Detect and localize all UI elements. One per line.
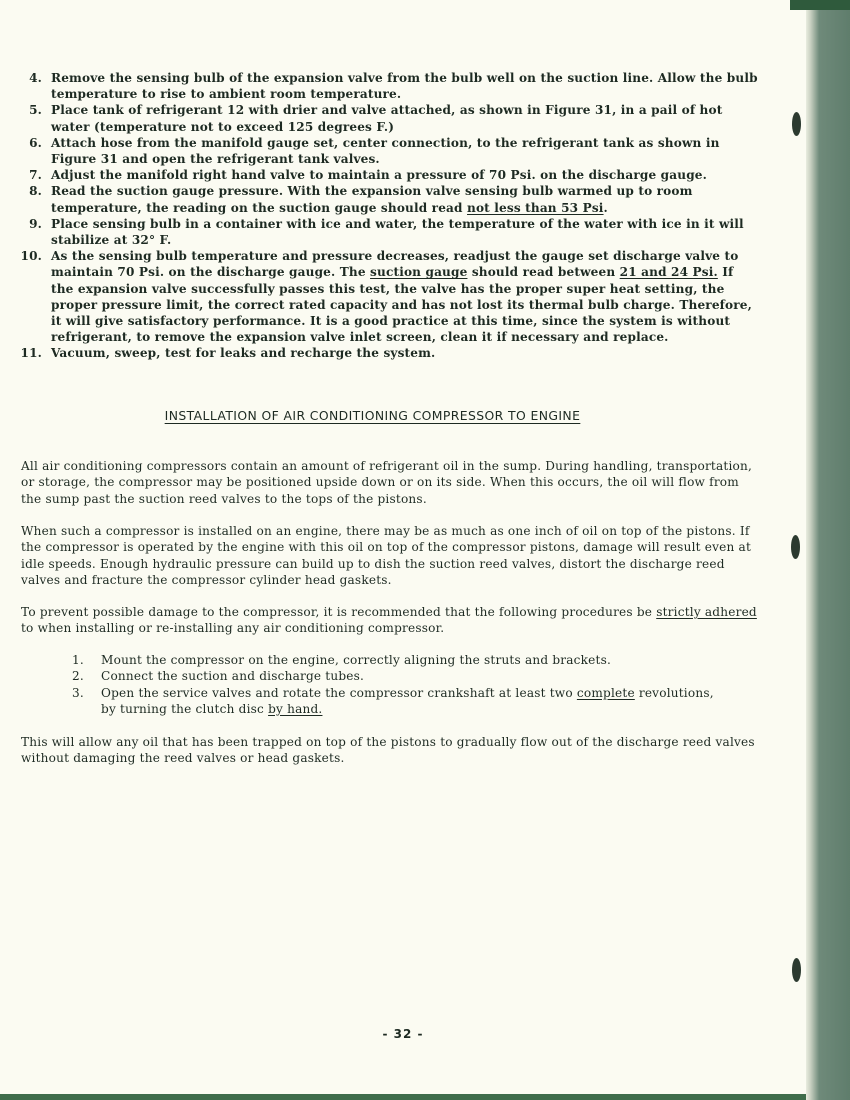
step-text: Place tank of refrigerant 12 with drier and valve attached, as shown in Figure 31, in a pail of hot water (temperature not to exceed 125 degrees F.) bbox=[51, 103, 723, 134]
paragraph: All air conditioning compressors contain an amount of refrigerant oil in the sump. During handling, transportation, or storage, the compressor may be positioned upside down or on its side. When this occurs, the oil will flow from the sump past the suction reed valves to the tops of the pistons. bbox=[21, 459, 753, 506]
test-procedure-steps bbox=[20, 70, 760, 362]
section-title bbox=[0, 408, 745, 423]
step-number: 10. bbox=[20, 249, 42, 264]
step-number: 11. bbox=[20, 346, 42, 361]
step-text: Read the suction gauge pressure. With the expansion valve sensing bulb warmed up to room temperature, the reading on the suction gauge should read bbox=[51, 184, 693, 215]
installation-procedure-list bbox=[72, 652, 732, 717]
procedure-text: Mount the compressor on the engine, correctly aligning the struts and brackets. bbox=[101, 653, 612, 667]
procedure-text: Open the service valves and rotate the compressor crankshaft at least two bbox=[101, 685, 577, 700]
step-item bbox=[20, 70, 760, 102]
step-text: Attach hose from the manifold gauge set, center connection, to the refrigerant tank as shown in Figure 31 and open the refrigerant tank valves. bbox=[51, 135, 720, 167]
step-number: 5. bbox=[29, 103, 42, 118]
step-number: 4. bbox=[29, 71, 42, 85]
underlined-text: not less than 53 Psi bbox=[467, 200, 604, 215]
paragraph: When such a compressor is installed on an engine, there may be as much as one inch of oil on top of the pistons. If the compressor is operated by the engine with this oil on top of the compressor pistons, damage will result even at idle speeds. Enough hydraulic pressure can build up to dish the suction reed valves, distort the discharge reed valves and fracture the compressor cylinder head gaskets. bbox=[21, 524, 751, 587]
underlined-text: 21 and 24 Psi. bbox=[619, 265, 718, 280]
step-number: 9. bbox=[29, 216, 42, 231]
underlined-text: by hand. bbox=[268, 701, 323, 716]
underlined-text: strictly adhered bbox=[656, 605, 757, 619]
step-item bbox=[20, 183, 760, 215]
step-item bbox=[20, 345, 760, 361]
paragraph-text: To prevent possible damage to the compressor, it is recommended that the following procedures be bbox=[21, 605, 657, 619]
binder-hole-icon bbox=[792, 112, 801, 136]
step-item bbox=[20, 216, 760, 248]
section-title-text: INSTALLATION OF AIR CONDITIONING COMPRESSOR TO ENGINE bbox=[164, 408, 581, 423]
binder-hole-icon bbox=[792, 958, 801, 982]
step-text: As the sensing bulb temperature and pressure decreases, readjust the gauge set discharge valve to maintain 70 Psi. on the discharge gauge. The bbox=[51, 249, 739, 280]
procedure-item bbox=[72, 652, 732, 668]
binder-hole-icon bbox=[791, 535, 800, 559]
procedure-text: Connect the suction and discharge tubes. bbox=[101, 669, 365, 684]
underlined-text: suction gauge bbox=[370, 265, 468, 280]
step-number: 7. bbox=[29, 168, 42, 183]
step-text: Vacuum, sweep, test for leaks and recharge the system. bbox=[51, 346, 436, 361]
step-number: 8. bbox=[29, 184, 42, 199]
procedure-number: 2. bbox=[72, 669, 84, 684]
step-text: . bbox=[603, 200, 608, 215]
procedure-item bbox=[72, 685, 732, 718]
step-item bbox=[20, 248, 760, 345]
step-item bbox=[20, 102, 760, 134]
underlined-text: complete bbox=[576, 685, 635, 700]
step-text: Remove the sensing bulb of the expansion valve from the bulb well on the suction line. Allow the bulb temperature to rise to ambient room temperature. bbox=[51, 71, 758, 102]
step-text: Adjust the manifold right hand valve to maintain a pressure of 70 Psi. on the discharge gauge. bbox=[51, 168, 708, 183]
paragraph: This will allow any oil that has been trapped on top of the pistons to gradually flow out of the discharge reed valves without damaging the reed valves or head gaskets. bbox=[21, 735, 755, 766]
procedure-number: 3. bbox=[72, 685, 84, 700]
page-edge-shadow bbox=[806, 0, 850, 1100]
paragraph-text: to when installing or re-installing any air conditioning compressor. bbox=[21, 621, 445, 636]
paragraph bbox=[21, 604, 761, 637]
step-text: should read between bbox=[467, 265, 620, 280]
step-item bbox=[20, 167, 760, 183]
procedure-item bbox=[72, 668, 732, 684]
step-item bbox=[20, 135, 760, 167]
procedure-number: 1. bbox=[72, 653, 84, 667]
page-number: - 32 - bbox=[382, 1027, 424, 1041]
binding-edge-bottom bbox=[0, 1094, 806, 1100]
procedure-text: revolutions, by turning the clutch disc bbox=[101, 685, 714, 716]
step-number: 6. bbox=[29, 135, 42, 150]
step-text: Place sensing bulb in a container with ice and water, the temperature of the water with ice in it will stabilize at 32° F. bbox=[51, 216, 744, 248]
binding-edge-top bbox=[790, 0, 850, 10]
step-text: If the expansion valve successfully passes this test, the valve has the proper super heat setting, the proper pressure limit, the correct rated capacity and has not lost its thermal bulb charge. Therefore, it will give satisfactory performance. It is a good practice at this time, since the system is without refrigerant, to remove the expansion valve inlet screen, clean it if necessary and replace. bbox=[51, 265, 752, 345]
